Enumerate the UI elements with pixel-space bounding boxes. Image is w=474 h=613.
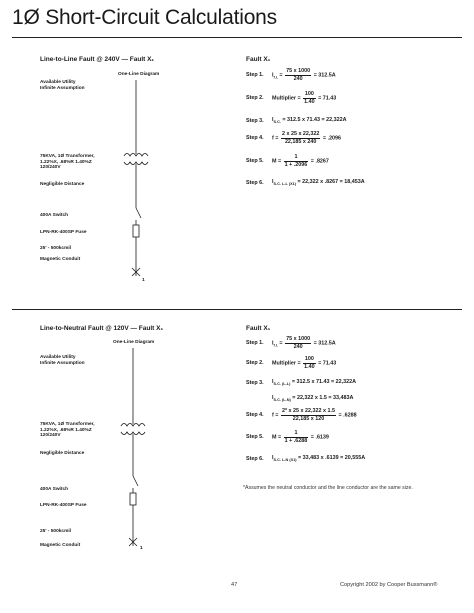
equation-variable: M <box>272 158 277 165</box>
section1-fault-heading: Fault X₁ <box>246 56 271 63</box>
equation-fraction <box>285 68 311 82</box>
step-equation <box>272 356 336 370</box>
equation-variable: I <box>272 379 274 386</box>
section2-fuse-label: LPN-RK-400SP Fuse <box>40 503 87 508</box>
equation-result: = 312.5A <box>312 340 336 347</box>
section2-one-line-label: One-Line Diagram <box>113 340 155 345</box>
section2-cable-label: 25' - 500kcmil <box>40 529 72 534</box>
equation-equals: = <box>295 360 303 367</box>
equation-result: = 71.43 <box>316 95 337 102</box>
section2-utility-label: Available Utility Infinite Assumption <box>40 355 85 366</box>
fraction-denominator: 1.40 <box>304 98 315 105</box>
equation-equals: = <box>273 135 280 142</box>
step-row <box>246 91 336 105</box>
equation-equals: = 22,322 x 1.5 = 33,483A <box>290 395 354 402</box>
fraction-denominator: 1 + .2096 <box>284 161 308 168</box>
step-label: Step 6. <box>246 456 264 462</box>
page-number: 47 <box>231 582 238 588</box>
fraction-denominator: 22,185 x 120 <box>292 415 325 422</box>
fraction-numerator: 100 <box>304 356 314 362</box>
fraction-denominator: 240 <box>293 343 303 350</box>
section1-transformer-label: 75KVA, 1Ø Transformer, 1.22%X, .68%R 1.40%Z 120/240V <box>40 154 95 171</box>
equation-variable: Multiplier <box>272 360 296 367</box>
step-label: Step 5. <box>246 434 264 440</box>
fraction-numerator: 2* x 25 x 22,322 x 1.5 <box>281 408 336 414</box>
equation-subscript: S.C. L-N (X1) <box>273 458 297 463</box>
section2-fuse-symbol <box>130 493 136 505</box>
section1-distance-label: Negligible Distance <box>40 182 85 187</box>
equation-subscript: S.C. (L-N) <box>273 398 291 403</box>
equation-equals: = <box>273 412 280 419</box>
equation-fraction <box>284 154 309 168</box>
step-row <box>246 336 336 350</box>
step-equation <box>272 131 341 145</box>
step-label: Step 4. <box>246 412 264 418</box>
step-row <box>246 154 329 168</box>
equation-subscript: f.l. <box>273 343 278 348</box>
fraction-denominator: 22,185 x 240 <box>284 138 317 145</box>
equation-fraction <box>281 131 320 145</box>
equation-variable: I <box>272 117 274 124</box>
step-row <box>246 176 365 190</box>
step-equation <box>272 91 336 105</box>
equation-variable: I <box>272 395 274 402</box>
step-equation <box>272 179 365 186</box>
fraction-numerator: 1 <box>284 154 309 162</box>
step-row <box>246 452 365 466</box>
section2-distance-label: Negligible Distance <box>40 451 85 456</box>
equation-result: = .6288 <box>337 412 357 419</box>
step-label: Step 2. <box>246 360 264 366</box>
step-row <box>246 430 329 444</box>
fraction-numerator: 75 x 1000 <box>286 336 311 342</box>
section1-heading: Line-to-Line Fault @ 240V — Fault X₁ <box>40 56 155 63</box>
step-label: Step 1. <box>246 340 264 346</box>
step-row <box>246 356 336 370</box>
step-row <box>246 114 347 128</box>
equation-fraction <box>284 430 309 444</box>
step-equation <box>272 379 356 386</box>
equation-result: = 312.5A <box>312 72 336 79</box>
equation-equals: = <box>277 340 285 347</box>
section2-switch-label: 400A Switch <box>40 487 69 492</box>
equation-variable: I <box>272 340 274 347</box>
equation-variable: M <box>272 434 277 441</box>
equation-variable: f <box>272 135 274 142</box>
fraction-numerator: 100 <box>304 91 314 97</box>
step-row <box>246 68 336 82</box>
fraction-denominator: 240 <box>293 75 303 82</box>
step-label: Step 2. <box>246 95 264 101</box>
step-equation <box>272 154 329 168</box>
equation-fraction <box>285 336 311 350</box>
step-label: Step 6. <box>246 180 264 186</box>
equation-subscript: S.C. (L-L) <box>273 382 291 387</box>
equation-equals: = <box>277 72 285 79</box>
equation-result: = .8267 <box>309 158 329 165</box>
step-equation <box>272 117 347 124</box>
step-label: Step 4. <box>246 135 264 141</box>
section2-fault-heading: Fault X₁ <box>246 325 271 332</box>
section1-one-line-diagram <box>118 80 158 300</box>
step-row <box>246 392 353 406</box>
step-equation <box>272 455 365 462</box>
step-label: Step 1. <box>246 72 264 78</box>
equation-equals: = <box>276 434 283 441</box>
step-label: Step 5. <box>246 158 264 164</box>
equation-equals: = <box>276 158 283 165</box>
equation-equals: = 312.5 x 71.43 = 22,322A <box>280 117 347 124</box>
step-equation <box>272 68 336 82</box>
section1-conduit-label: Magnetic Conduit <box>40 257 81 262</box>
step-equation <box>272 336 336 350</box>
equation-variable: f <box>272 412 274 419</box>
equation-fraction <box>303 91 316 105</box>
step-equation <box>272 430 329 444</box>
section2-one-line-diagram <box>113 348 153 568</box>
equation-fraction <box>281 408 336 422</box>
fraction-numerator: 2 x 25 x 22,322 <box>281 131 320 137</box>
equation-variable: I <box>272 455 274 462</box>
equation-variable: Multiplier <box>272 95 296 102</box>
fraction-denominator: 1.40 <box>304 363 315 370</box>
equation-result: = 71.43 <box>316 360 337 367</box>
step-label: Step 3. <box>246 380 264 386</box>
section1-utility-label: Available Utility Infinite Assumption <box>40 80 85 91</box>
section-rule <box>12 309 462 310</box>
equation-variable: I <box>272 72 274 79</box>
fraction-denominator: 1 + .6288 <box>284 437 308 444</box>
section1-fuse-symbol <box>133 225 139 237</box>
equation-equals: = 33,483 x .6139 = 20,555A <box>296 455 366 462</box>
step-equation <box>272 395 353 402</box>
title-rule <box>12 37 462 38</box>
fraction-numerator: 1 <box>284 430 309 438</box>
equation-equals: = 312.5 x 71.43 = 22,322A <box>290 379 357 386</box>
section2-heading: Line-to-Neutral Fault @ 120V — Fault X₁ <box>40 325 164 332</box>
equation-result: = .6139 <box>309 434 329 441</box>
step-row <box>246 376 356 390</box>
fraction-numerator: 75 x 1000 <box>286 68 311 74</box>
equation-subscript: S.C. L-L (X1) <box>273 182 297 187</box>
equation-subscript: f.l. <box>273 75 278 80</box>
copyright: Copyright 2002 by Cooper Bussmann® <box>340 582 438 588</box>
equation-variable: I <box>272 179 274 186</box>
section2-switch-blade <box>133 476 138 486</box>
equation-equals: = 22,322 x .8267 = 18,453A <box>296 179 365 186</box>
section2-footnote: *Assumes the neutral conductor and the line conductor are the same size. <box>243 485 413 491</box>
section1-switch-blade <box>136 208 141 218</box>
section2-transformer-label: 75KVA, 1Ø Transformer, 1.22%X, .68%R 1.40%Z 120/240V <box>40 422 95 439</box>
step-label: Step 3. <box>246 118 264 124</box>
step-row <box>246 131 341 145</box>
equation-subscript: S.C. <box>273 120 281 125</box>
step-equation <box>272 408 357 422</box>
section1-fault-mark: 1 <box>142 278 145 283</box>
section1-fuse-label: LPN-RK-400SP Fuse <box>40 230 87 235</box>
section1-cable-label: 25' - 500kcmil <box>40 246 72 251</box>
equation-result: = .2096 <box>321 135 342 142</box>
equation-equals: = <box>295 95 303 102</box>
equation-fraction <box>303 356 316 370</box>
page-title: 1Ø Short-Circuit Calculations <box>12 6 277 29</box>
section2-conduit-label: Magnetic Conduit <box>40 543 81 548</box>
section2-fault-mark: 1 <box>140 546 143 551</box>
section1-switch-label: 400A Switch <box>40 213 69 218</box>
step-row <box>246 408 357 422</box>
section1-one-line-label: One-Line Diagram <box>118 72 160 77</box>
